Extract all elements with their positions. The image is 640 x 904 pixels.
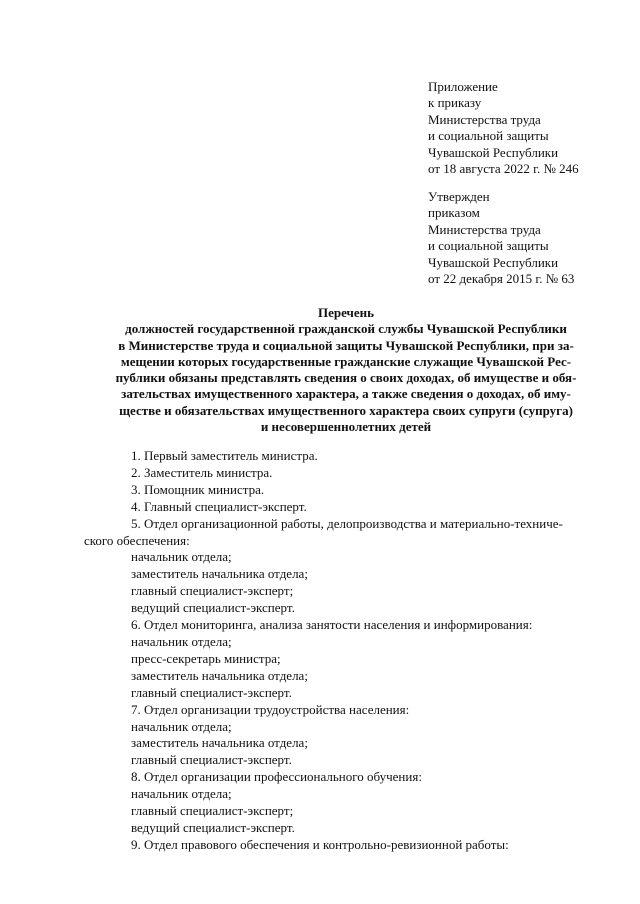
approval-line: Чувашской Республики	[428, 254, 559, 270]
list-subitem: ведущий специалист-эксперт.	[131, 819, 295, 835]
list-item: 4. Главный специалист-эксперт.	[131, 498, 307, 514]
document-title	[84, 305, 608, 435]
list-item: 1. Первый заместитель министра.	[131, 448, 318, 463]
title-line: Перечень	[317, 305, 375, 320]
appendix-line: Министерства труда	[428, 111, 541, 127]
list-subitem: заместитель начальника отдела;	[131, 667, 308, 683]
title-line: должностей государственной гражданской службы Чувашской Республики	[125, 321, 567, 337]
list-subitem: главный специалист-эксперт.	[131, 752, 292, 768]
list-item: 5. Отдел организационной работы, делопроизводства и материально-техниче-	[131, 515, 563, 531]
approval-note	[428, 189, 633, 287]
list-item: 8. Отдел организации профессионального обучения:	[131, 769, 422, 785]
approval-line: приказом	[428, 205, 480, 221]
list-subitem: главный специалист-эксперт;	[131, 583, 294, 599]
appendix-note	[428, 79, 633, 177]
list-item: 2. Заместитель министра.	[131, 464, 273, 480]
list-item: 9. Отдел правового обеспечения и контрольно-ревизионной работы:	[131, 836, 509, 852]
list-subitem: заместитель начальника отдела;	[131, 735, 308, 751]
title-line: мещении которых государственные гражданские служащие Чувашской Рес-	[120, 353, 572, 369]
list-item: 6. Отдел мониторинга, анализа занятости населения и информирования:	[131, 617, 533, 633]
list-subitem: начальник отдела;	[131, 633, 232, 649]
approval-line: Министерства труда	[428, 221, 541, 237]
approval-line: от 22 декабря 2015 г. № 63	[428, 271, 575, 287]
appendix-line: Чувашской Республики	[428, 144, 559, 160]
list-item: ского обеспечения:	[84, 532, 190, 548]
title-line: и несовершеннолетних детей	[260, 419, 432, 435]
title-line: в Министерстве труда и социальной защиты Чувашской Республики, при за-	[118, 337, 574, 353]
title-line: публики обязаны представлять сведения о своих доходах, об имуществе и обя-	[115, 370, 577, 386]
appendix-line: к приказу	[428, 95, 482, 111]
list-item: 3. Помощник министра.	[131, 481, 265, 497]
appendix-line: Приложение	[428, 79, 498, 94]
list-subitem: начальник отдела;	[131, 549, 232, 565]
list-subitem: главный специалист-эксперт.	[131, 684, 292, 700]
list-subitem: заместитель начальника отдела;	[131, 566, 308, 582]
list-subitem: пресс-секретарь министра;	[131, 650, 281, 666]
approval-line: Утвержден	[428, 189, 490, 204]
list-subitem: начальник отдела;	[131, 718, 232, 734]
list-subitem: ведущий специалист-эксперт.	[131, 600, 295, 616]
list-item: 7. Отдел организации трудоустройства населения:	[131, 701, 410, 717]
title-line: ществе и обязательствах имущественного характера своих супруги (супруга)	[119, 402, 573, 418]
positions-list	[84, 448, 608, 854]
approval-line: и социальной защиты	[428, 238, 549, 254]
list-subitem: начальник отдела;	[131, 786, 232, 802]
appendix-line: и социальной защиты	[428, 128, 549, 144]
appendix-line: от 18 августа 2022 г. № 246	[428, 161, 579, 177]
list-subitem: главный специалист-эксперт;	[131, 803, 294, 819]
title-line: зательствах имущественного характера, а также сведения о доходах, об иму-	[121, 386, 571, 402]
